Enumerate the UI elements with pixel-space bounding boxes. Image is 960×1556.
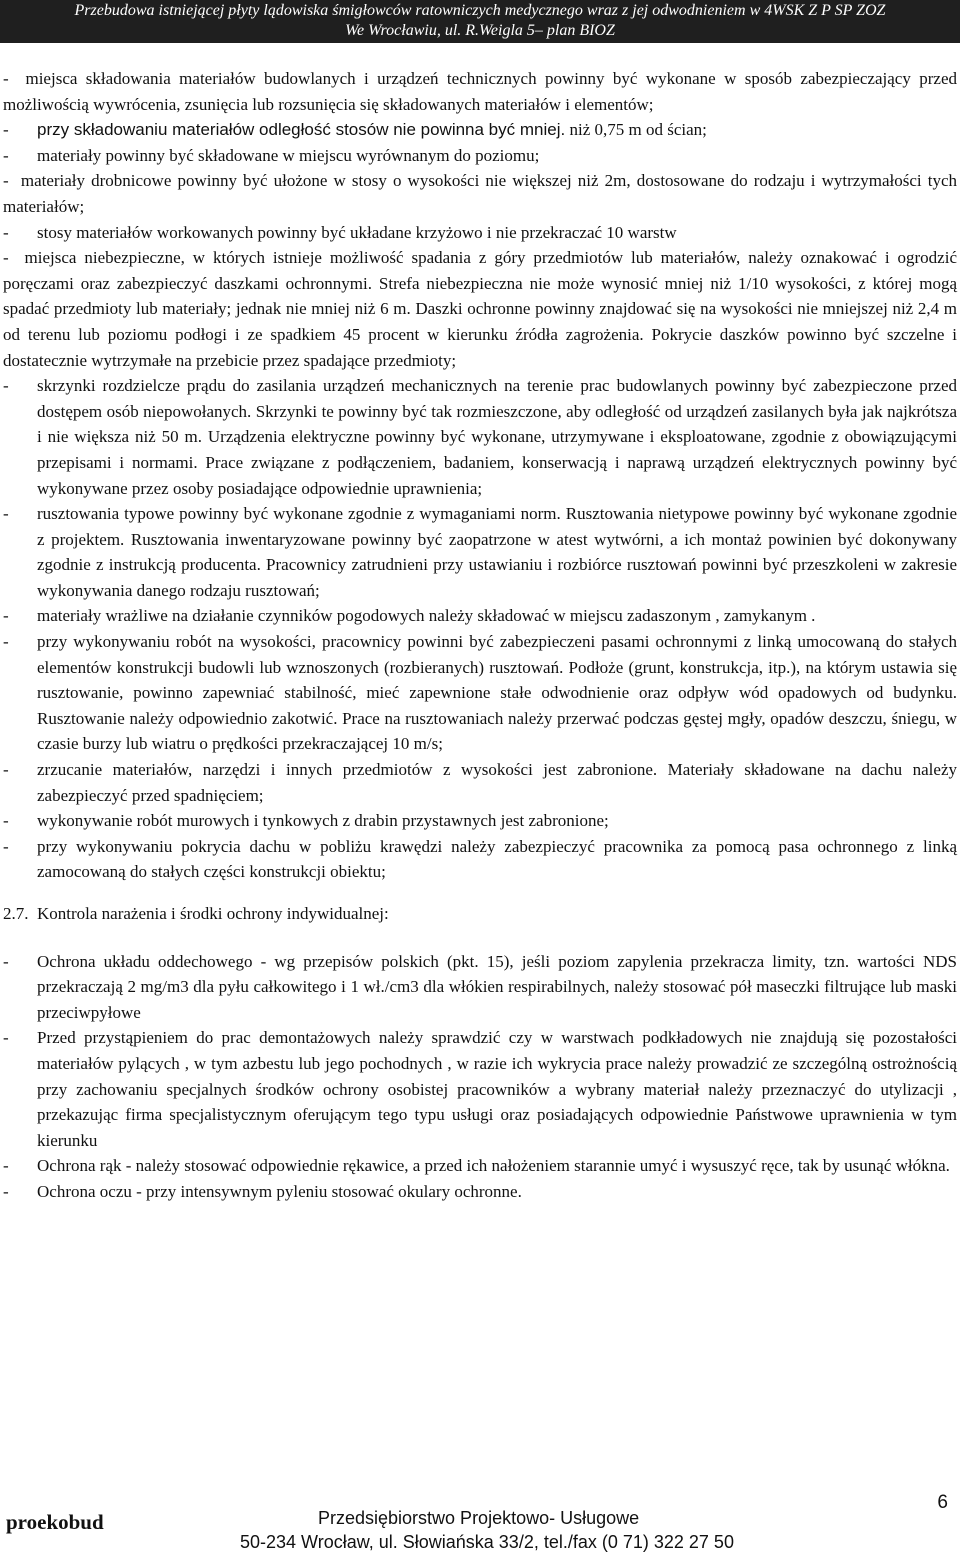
list-item bbox=[3, 168, 957, 219]
list-dash: - bbox=[3, 1156, 9, 1176]
list-item-text-serif: przy wykonywaniu robót na wysokości, pracownicy powinni być zabezpieczeni pasami ochronnymi z linką umocowaną do stałych elementów konstrukcji budowli lub wznoszonych (rozbieranych) rusztowań. Podłoże (grunt, konstrukcja, itp.), na którym ustawia się rusztowanie, powinno zapewniać stabilność, mieć zapewnione stałe odwodnienie oraz odpływ wód opadowych od budynku. Rusztowanie należy odpowiednio zakotwić. Prace na rusztowaniach należy przerwać podczas gęstej mgły, opadów deszczu, śniegu, w czasie burzy lub wiatru o prędkości przekraczającej 10 m/s; bbox=[37, 632, 957, 754]
list-item bbox=[3, 808, 957, 834]
list-item-text-serif: Przed przystąpieniem do prac demontażowych należy sprawdzić czy w warstwach podkładowych nie znajdują się pozostałości materiałów pylących , w tym azbestu lub jego pochodnych , w razie ich wykrycia prace należy prowadzić ze szczególną ostrożnością przy zachowaniu specjalnych środków ochrony osobistej pracowników a wybrany materiał należy przeznaczyć do utylizacji , przekazując firma specjalistycznym oferującym tego typu usługi oraz posiadających odpowiednie Państwowe uprawnienia w tym kierunku bbox=[37, 1028, 957, 1150]
list-item-text bbox=[37, 757, 957, 808]
list-dash: - bbox=[3, 606, 9, 626]
list-item-text bbox=[37, 117, 957, 143]
list-item-text-serif: materiały drobnicowe powinny być ułożone w stosy o wysokości nie większej niż 2m, dostosowane do rodzaju i wytrzymałości tych materiałów; bbox=[3, 171, 958, 216]
list-item-text-serif: Ochrona układu oddechowego - wg przepisów polskich (pkt. 15), jeśli poziom zapylenia przekracza limity, tzn. wartości NDS przekraczają 2 mg/m3 dla pyłu całkowitego i 1 wł./cm3 dla włókien respirabilnych, należy stosować pół maseczki filtrujące lub maski przeciwpyłowe bbox=[37, 951, 957, 1022]
list-item bbox=[3, 66, 957, 117]
list-item-text-serif: miejsca niebezpieczne, w których istnieje możliwość spadania z góry przedmiotów lub materiałów, należy oznakować i ogrodzić poręczami oraz zabezpieczyć daszkami ochronnymi. Strefa niebezpieczna nie może wynosić mniej niż 1/10 wysokości, z której mogą spadać przedmioty lub materiały; jednak nie mniej niż 6 m. Daszki ochronne powinny znajdować się na wysokości nie mniejszej niż 2,4 m od terenu lub poziomu podłogi i ze spadkiem 45 procent w kierunku źródła zagrożenia. Pokrycie daszków powinno być szczelne i dostatecznie wytrzymałe na przebicie przez spadające przedmioty; bbox=[3, 248, 957, 370]
section-heading bbox=[3, 901, 957, 927]
list-dash: - bbox=[3, 836, 9, 856]
safety-rules-list bbox=[3, 66, 957, 885]
list-item bbox=[3, 501, 957, 603]
footer-address: 50-234 Wrocław, ul. Słowiańska 33/2, tel./fax (0 71) 322 27 50 bbox=[240, 1532, 734, 1552]
list-item-text bbox=[3, 171, 957, 216]
list-item bbox=[3, 603, 957, 629]
list-item-text-serif: miejsca składowania materiałów budowlanych i urządzeń technicznych powinny być wykonane w sposób zabezpieczający przed możliwością wywrócenia, zsunięcia lub rozsunięcia się składowanych materiałów i elementów; bbox=[3, 69, 957, 114]
list-item bbox=[3, 1025, 957, 1153]
list-item-text bbox=[37, 834, 957, 885]
list-dash: - bbox=[3, 171, 9, 191]
list-dash: - bbox=[3, 760, 9, 780]
list-item-text bbox=[37, 373, 957, 501]
list-item bbox=[3, 143, 957, 169]
list-item-text bbox=[37, 143, 957, 169]
list-item bbox=[3, 757, 957, 808]
list-item bbox=[3, 245, 957, 373]
list-item-text bbox=[37, 808, 957, 834]
list-item-text-serif: wykonywanie robót murowych i tynkowych z drabin przystawnych jest zabronione; bbox=[37, 811, 609, 831]
list-dash: - bbox=[3, 1028, 9, 1048]
list-item bbox=[3, 220, 957, 246]
list-item-text-sans: przy składowaniu materiałów odległość stosów nie powinna być mniej. bbox=[37, 120, 566, 140]
list-item bbox=[3, 117, 957, 143]
list-item-text-serif: materiały wrażliwe na działanie czynników pogodowych należy składować w miejscu zadaszonym , zamykanym . bbox=[37, 606, 816, 626]
list-item bbox=[3, 373, 957, 501]
list-item-text-serif: skrzynki rozdzielcze prądu do zasilania urządzeń mechanicznych na terenie prac budowlanych powinny być zabezpieczone przed dostępem osób niepowołanych. Skrzynki te powinny być tak rozmieszczone, aby odległość od urządzeń zasilanych była jak najkrótsza i nie większa niż 50 m. Urządzenia elektryczne powinny być wykonane, utrzymywane i eksploatowane, zgodnie z obowiązującymi przepisami i normami. Prace związane z podłączeniem, badaniem, konserwacją i naprawą urządzeń elektrycznych powinny być wykonywane przez osoby posiadające odpowiednie uprawnienia; bbox=[37, 376, 957, 498]
page-number: 6 bbox=[937, 1492, 948, 1513]
list-dash: - bbox=[3, 811, 9, 831]
list-dash: - bbox=[3, 69, 9, 88]
list-item-text bbox=[37, 629, 957, 757]
list-item bbox=[3, 949, 957, 1026]
list-dash: - bbox=[3, 120, 9, 140]
list-item-text-serif: stosy materiałów workowanych powinny być układane krzyżowo i nie przekraczać 10 warstw bbox=[37, 222, 677, 242]
list-dash: - bbox=[3, 376, 9, 396]
list-item-text-serif: rusztowania typowe powinny być wykonane zgodnie z wymaganiami norm. Rusztowania nietypowe powinny być wykonane zgodnie z projektem. Rusztowania inwentaryzowane powinny być zaopatrzone w atest wytwórni, a ich montaż powinien być dokonywany zgodnie z instrukcją producenta. Pracownicy zatrudnieni przy ustawianiu i rozbiórce rusztowań powinni być przeszkoleni w zakresie wykonywania danego rodzaju rusztowań; bbox=[37, 504, 957, 600]
list-item-text bbox=[3, 69, 957, 114]
list-item-text bbox=[3, 248, 957, 369]
list-item-text-serif: materiały powinny być składowane w miejscu wyrównanym do poziomu; bbox=[37, 145, 540, 165]
list-item-text bbox=[37, 501, 957, 603]
list-dash: - bbox=[3, 504, 9, 524]
list-item bbox=[3, 1153, 957, 1179]
list-dash: - bbox=[3, 632, 9, 652]
document-footer bbox=[0, 1492, 960, 1556]
list-item-text-serif: niż 0,75 m od ścian; bbox=[565, 120, 707, 140]
document-header bbox=[0, 0, 960, 43]
company-logo-text: proekobud bbox=[6, 1510, 104, 1534]
list-item bbox=[3, 834, 957, 885]
list-item bbox=[3, 629, 957, 757]
list-item-text-serif: Ochrona rąk - należy stosować odpowiednie rękawice, a przed ich nałożeniem starannie umyć i wysuszyć ręce, tak by usunąć włókna. bbox=[37, 1156, 950, 1176]
list-dash: - bbox=[3, 145, 9, 165]
list-dash: - bbox=[3, 248, 9, 268]
list-item-text bbox=[37, 949, 957, 1026]
list-item-text bbox=[37, 220, 957, 246]
list-item-text bbox=[37, 1179, 957, 1205]
list-item-text bbox=[37, 1153, 957, 1179]
footer-company-name: Przedsiębiorstwo Projektowo- Usługowe bbox=[318, 1508, 640, 1528]
list-item bbox=[3, 1179, 957, 1205]
protection-measures-list bbox=[3, 949, 957, 1205]
list-item-text-serif: zrzucanie materiałów, narzędzi i innych przedmiotów z wysokości jest zabronione. Materiały składowane na dachu należy zabezpieczyć przed spadnięciem; bbox=[37, 760, 957, 805]
list-dash: - bbox=[3, 1181, 9, 1201]
header-title-line2: We Wrocławiu, ul. R.Weigla 5– plan BIOZ bbox=[345, 22, 615, 39]
section-number: 2.7. bbox=[3, 904, 29, 923]
list-item-text-serif: przy wykonywaniu pokrycia dachu w pobliżu krawędzi należy zabezpieczyć pracownika za pomocą pasa ochronnego z linką zamocowaną do stałych części konstrukcji obiektu; bbox=[37, 836, 957, 882]
section-title: Kontrola narażenia i środki ochrony indywidualnej: bbox=[37, 904, 389, 923]
list-item-text-serif: Ochrona oczu - przy intensywnym pyleniu stosować okulary ochronne. bbox=[37, 1181, 522, 1201]
document-body bbox=[3, 66, 957, 1205]
list-dash: - bbox=[3, 222, 9, 242]
list-item-text bbox=[37, 1025, 957, 1153]
list-item-text bbox=[37, 603, 957, 629]
header-title-line1: Przebudowa istniejącej płyty lądowiska śmigłowców ratowniczych medycznego wraz z jej odwodnieniem w 4WSK Z P SP ZOZ bbox=[74, 2, 886, 19]
list-dash: - bbox=[3, 951, 9, 971]
